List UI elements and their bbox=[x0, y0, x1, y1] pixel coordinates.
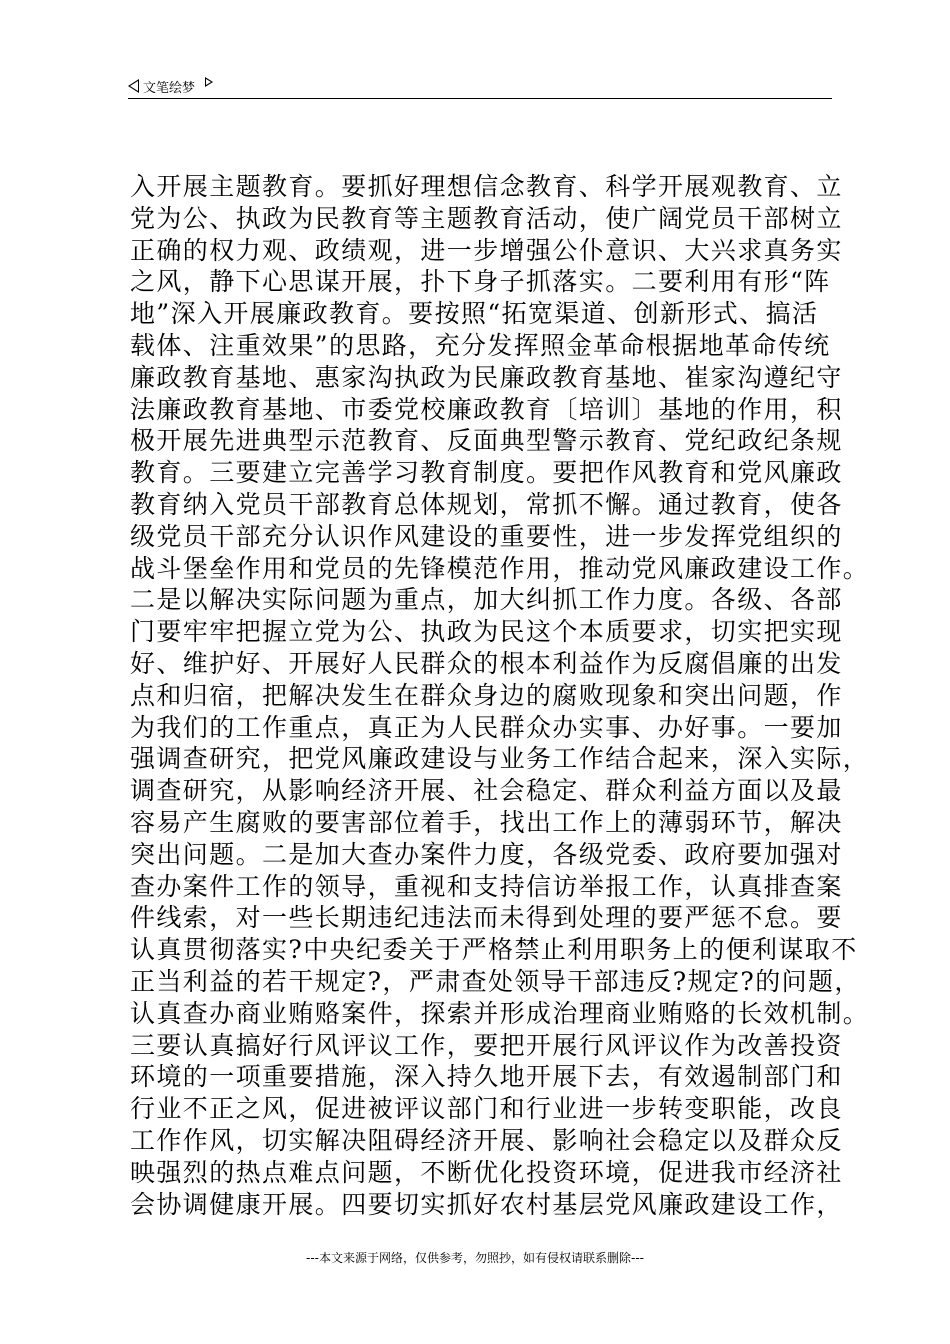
text-line: 正当利益的若干规定?，严肃查处领导干部违反?规定?的问题， bbox=[130, 966, 861, 996]
text-line: 映强烈的热点难点问题，不断优化投资环境，促进我市经济社 bbox=[130, 1157, 843, 1187]
text-line: 好、维护好、开展好人民群众的根本利益作为反腐倡廉的出发 bbox=[130, 648, 843, 678]
text-line: 正确的权力观、政绩观，进一步增强公仆意识、大兴求真务实 bbox=[130, 235, 843, 265]
text-line: 地”深入开展廉政教育。要按照“拓宽渠道、创新形式、搞活 bbox=[130, 299, 819, 329]
text-line: 党为公、执政为民教育等主题教育活动，使广阔党员干部树立 bbox=[130, 203, 843, 233]
text-line: 载体、注重效果”的思路，充分发挥照金革命根据地革命传统 bbox=[130, 330, 831, 360]
text-line: 战斗堡垒作用和党员的先锋模范作用，推动党风廉政建设工作。 bbox=[130, 553, 870, 583]
right-triangle-icon bbox=[205, 77, 213, 87]
text-line: 级党员干部充分认识作风建设的重要性，进一步发挥党组织的 bbox=[130, 521, 843, 551]
text-line: 之风，静下心思谋开展，扑下身子抓落实。二要利用有形“阵 bbox=[130, 267, 831, 297]
text-line: 强调查研究，把党风廉政建设与业务工作结合起来，深入实际， bbox=[130, 744, 870, 774]
text-line: 认真查办商业贿赂案件，探索并形成治理商业贿赂的长效机制。 bbox=[130, 998, 870, 1028]
text-line: 行业不正之风，促进被评议部门和行业进一步转变职能，改良 bbox=[130, 1094, 843, 1124]
text-line: 环境的一项重要措施，深入持久地开展下去，有效遏制部门和 bbox=[130, 1062, 843, 1092]
text-line: 教育。三要建立完善学习教育制度。要把作风教育和党风廉政 bbox=[130, 458, 843, 488]
text-line: 教育纳入党员干部教育总体规划，常抓不懈。通过教育，使各 bbox=[130, 489, 843, 519]
text-line: 调查研究，从影响经济开展、社会稳定、群众利益方面以及最 bbox=[130, 776, 843, 806]
text-line: 容易产生腐败的要害部位着手，找出工作上的薄弱环节，解决 bbox=[130, 807, 843, 837]
text-line: 极开展先进典型示范教育、反面典型警示教育、党纪政纪条规 bbox=[130, 426, 843, 456]
text-line: 会协调健康开展。四要切实抓好农村基层党风廉政建设工作， bbox=[130, 1189, 843, 1219]
header-divider bbox=[128, 98, 832, 99]
header-title: 文笔绘梦 bbox=[143, 80, 196, 96]
page-header bbox=[128, 74, 832, 98]
text-line: 廉政教育基地、惠家沟执政为民廉政教育基地、崔家沟遵纪守 bbox=[130, 362, 843, 392]
body-text bbox=[130, 171, 870, 1220]
text-line: 工作作风，切实解决阻碍经济开展、影响社会稳定以及群众反 bbox=[130, 1125, 843, 1155]
text-line: 法廉政教育基地、市委党校廉政教育〔培训〕基地的作用，积 bbox=[130, 394, 843, 424]
text-line: 件线索，对一些长期违纪违法而未得到处理的要严惩不怠。要 bbox=[130, 903, 843, 933]
text-line: 认真贯彻落实?中央纪委关于严格禁止利用职务上的便利谋取不 bbox=[130, 935, 858, 965]
left-triangle-icon bbox=[128, 79, 139, 93]
footer-disclaimer: ---本文来源于网络，仅供参考，勿照抄，如有侵权请联系删除--- bbox=[306, 1251, 644, 1265]
text-line: 门要牢牢把握立党为公、执政为民这个本质要求，切实把实现 bbox=[130, 617, 843, 647]
text-line: 为我们的工作重点，真正为人民群众办实事、办好事。一要加 bbox=[130, 712, 843, 742]
text-line: 三要认真搞好行风评议工作，要把开展行风评议作为改善投资 bbox=[130, 1030, 843, 1060]
text-line: 二是以解决实际问题为重点，加大纠抓工作力度。各级、各部 bbox=[130, 585, 843, 615]
text-line: 查办案件工作的领导，重视和支持信访举报工作，认真排查案 bbox=[130, 871, 843, 901]
text-line: 入开展主题教育。要抓好理想信念教育、科学开展观教育、立 bbox=[130, 172, 843, 201]
text-line: 突出问题。二是加大查办案件力度，各级党委、政府要加强对 bbox=[130, 839, 843, 869]
text-line: 点和归宿，把解决发生在群众身边的腐败现象和突出问题，作 bbox=[130, 680, 843, 710]
